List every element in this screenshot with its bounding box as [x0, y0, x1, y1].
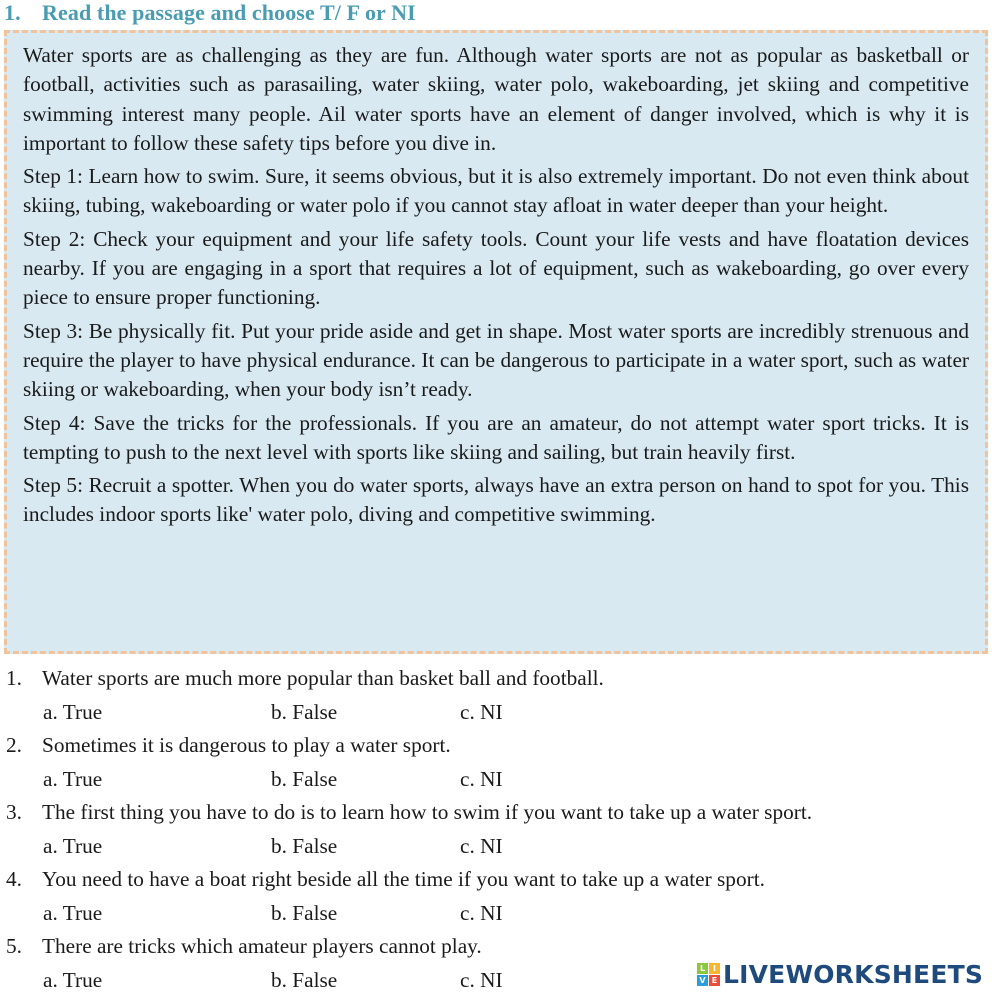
option-false[interactable]: b. False [271, 700, 338, 724]
reading-passage [4, 30, 988, 654]
logo-wordmark: LIVEWORKSHEETS [723, 959, 984, 989]
exercise-number: 1. [4, 0, 21, 25]
question-1 [0, 664, 1000, 731]
answer-options [0, 693, 1000, 731]
option-false[interactable]: b. False [271, 901, 338, 925]
option-ni[interactable]: c. NI [460, 834, 503, 858]
passage-step-1: Step 1: Learn how to swim. Sure, it seems obvious, but it is also extremely important. Do not even think about skiing, tubing, wakeboarding or water polo if you cannot stay afloat in water deeper than your height. [23, 164, 969, 218]
option-true[interactable]: a. True [43, 968, 103, 992]
question-2 [0, 731, 1000, 798]
option-false[interactable]: b. False [271, 968, 338, 992]
exercise-instruction: Read the passage and choose T/ F or NI [42, 0, 416, 25]
question-list [0, 664, 1000, 999]
live-cubes-icon: L I V E [697, 963, 720, 986]
passage-intro: Water sports are as challenging as they are fun. Although water sports are not as popular as basketball or football, activities such as parasailing, water skiing, water polo, wakeboarding, jet skiing and competitive swimming interest many people. Ail water sports have an element of danger involved, which is why it is important to follow these safety tips before you dive in. [23, 43, 969, 155]
passage-step-2: Step 2: Check your equipment and your life safety tools. Count your life vests and have floatation devices nearby. If you are engaging in a sport that requires a lot of equipment, such as wakeboarding, go over every piece to ensure proper functioning. [23, 226, 969, 310]
option-ni[interactable]: c. NI [460, 700, 503, 724]
option-ni[interactable]: c. NI [460, 968, 503, 992]
question-stem: 2. Sometimes it is dangerous to play a water sport. [6, 733, 451, 757]
option-false[interactable]: b. False [271, 834, 338, 858]
option-false[interactable]: b. False [271, 767, 338, 791]
question-stem: 3. The first thing you have to do is to learn how to swim if you want to take up a water sport. [6, 800, 813, 824]
option-true[interactable]: a. True [43, 700, 103, 724]
liveworksheets-logo [697, 958, 983, 990]
passage-step-5: Step 5: Recruit a spotter. When you do water sports, always have an extra person on hand to spot for you. This includes indoor sports like' water polo, diving and competitive swimming. [23, 473, 969, 527]
option-ni[interactable]: c. NI [460, 767, 503, 791]
exercise-title [4, 0, 416, 26]
option-true[interactable]: a. True [43, 901, 103, 925]
question-stem: 5. There are tricks which amateur players cannot play. [6, 934, 482, 958]
answer-options [0, 827, 1000, 865]
question-stem: 1. Water sports are much more popular than basket ball and football. [6, 666, 604, 690]
answer-options [0, 760, 1000, 798]
question-stem: 4. You need to have a boat right beside all the time if you want to take up a water sport. [6, 867, 765, 891]
option-true[interactable]: a. True [43, 767, 103, 791]
question-4 [0, 865, 1000, 932]
option-ni[interactable]: c. NI [460, 901, 503, 925]
answer-options [0, 894, 1000, 932]
option-true[interactable]: a. True [43, 834, 103, 858]
passage-step-3: Step 3: Be physically fit. Put your pride aside and get in shape. Most water sports are incredibly strenuous and require the player to have physical endurance. It can be dangerous to participate in a water sport, such as water skiing or wakeboarding, when your body isn’t ready. [23, 318, 969, 402]
question-3 [0, 798, 1000, 865]
passage-step-4: Step 4: Save the tricks for the professionals. If you are an amateur, do not attempt water sport tricks. It is tempting to push to the next level with sports like skiing and sailing, but train heavily first. [23, 410, 969, 464]
